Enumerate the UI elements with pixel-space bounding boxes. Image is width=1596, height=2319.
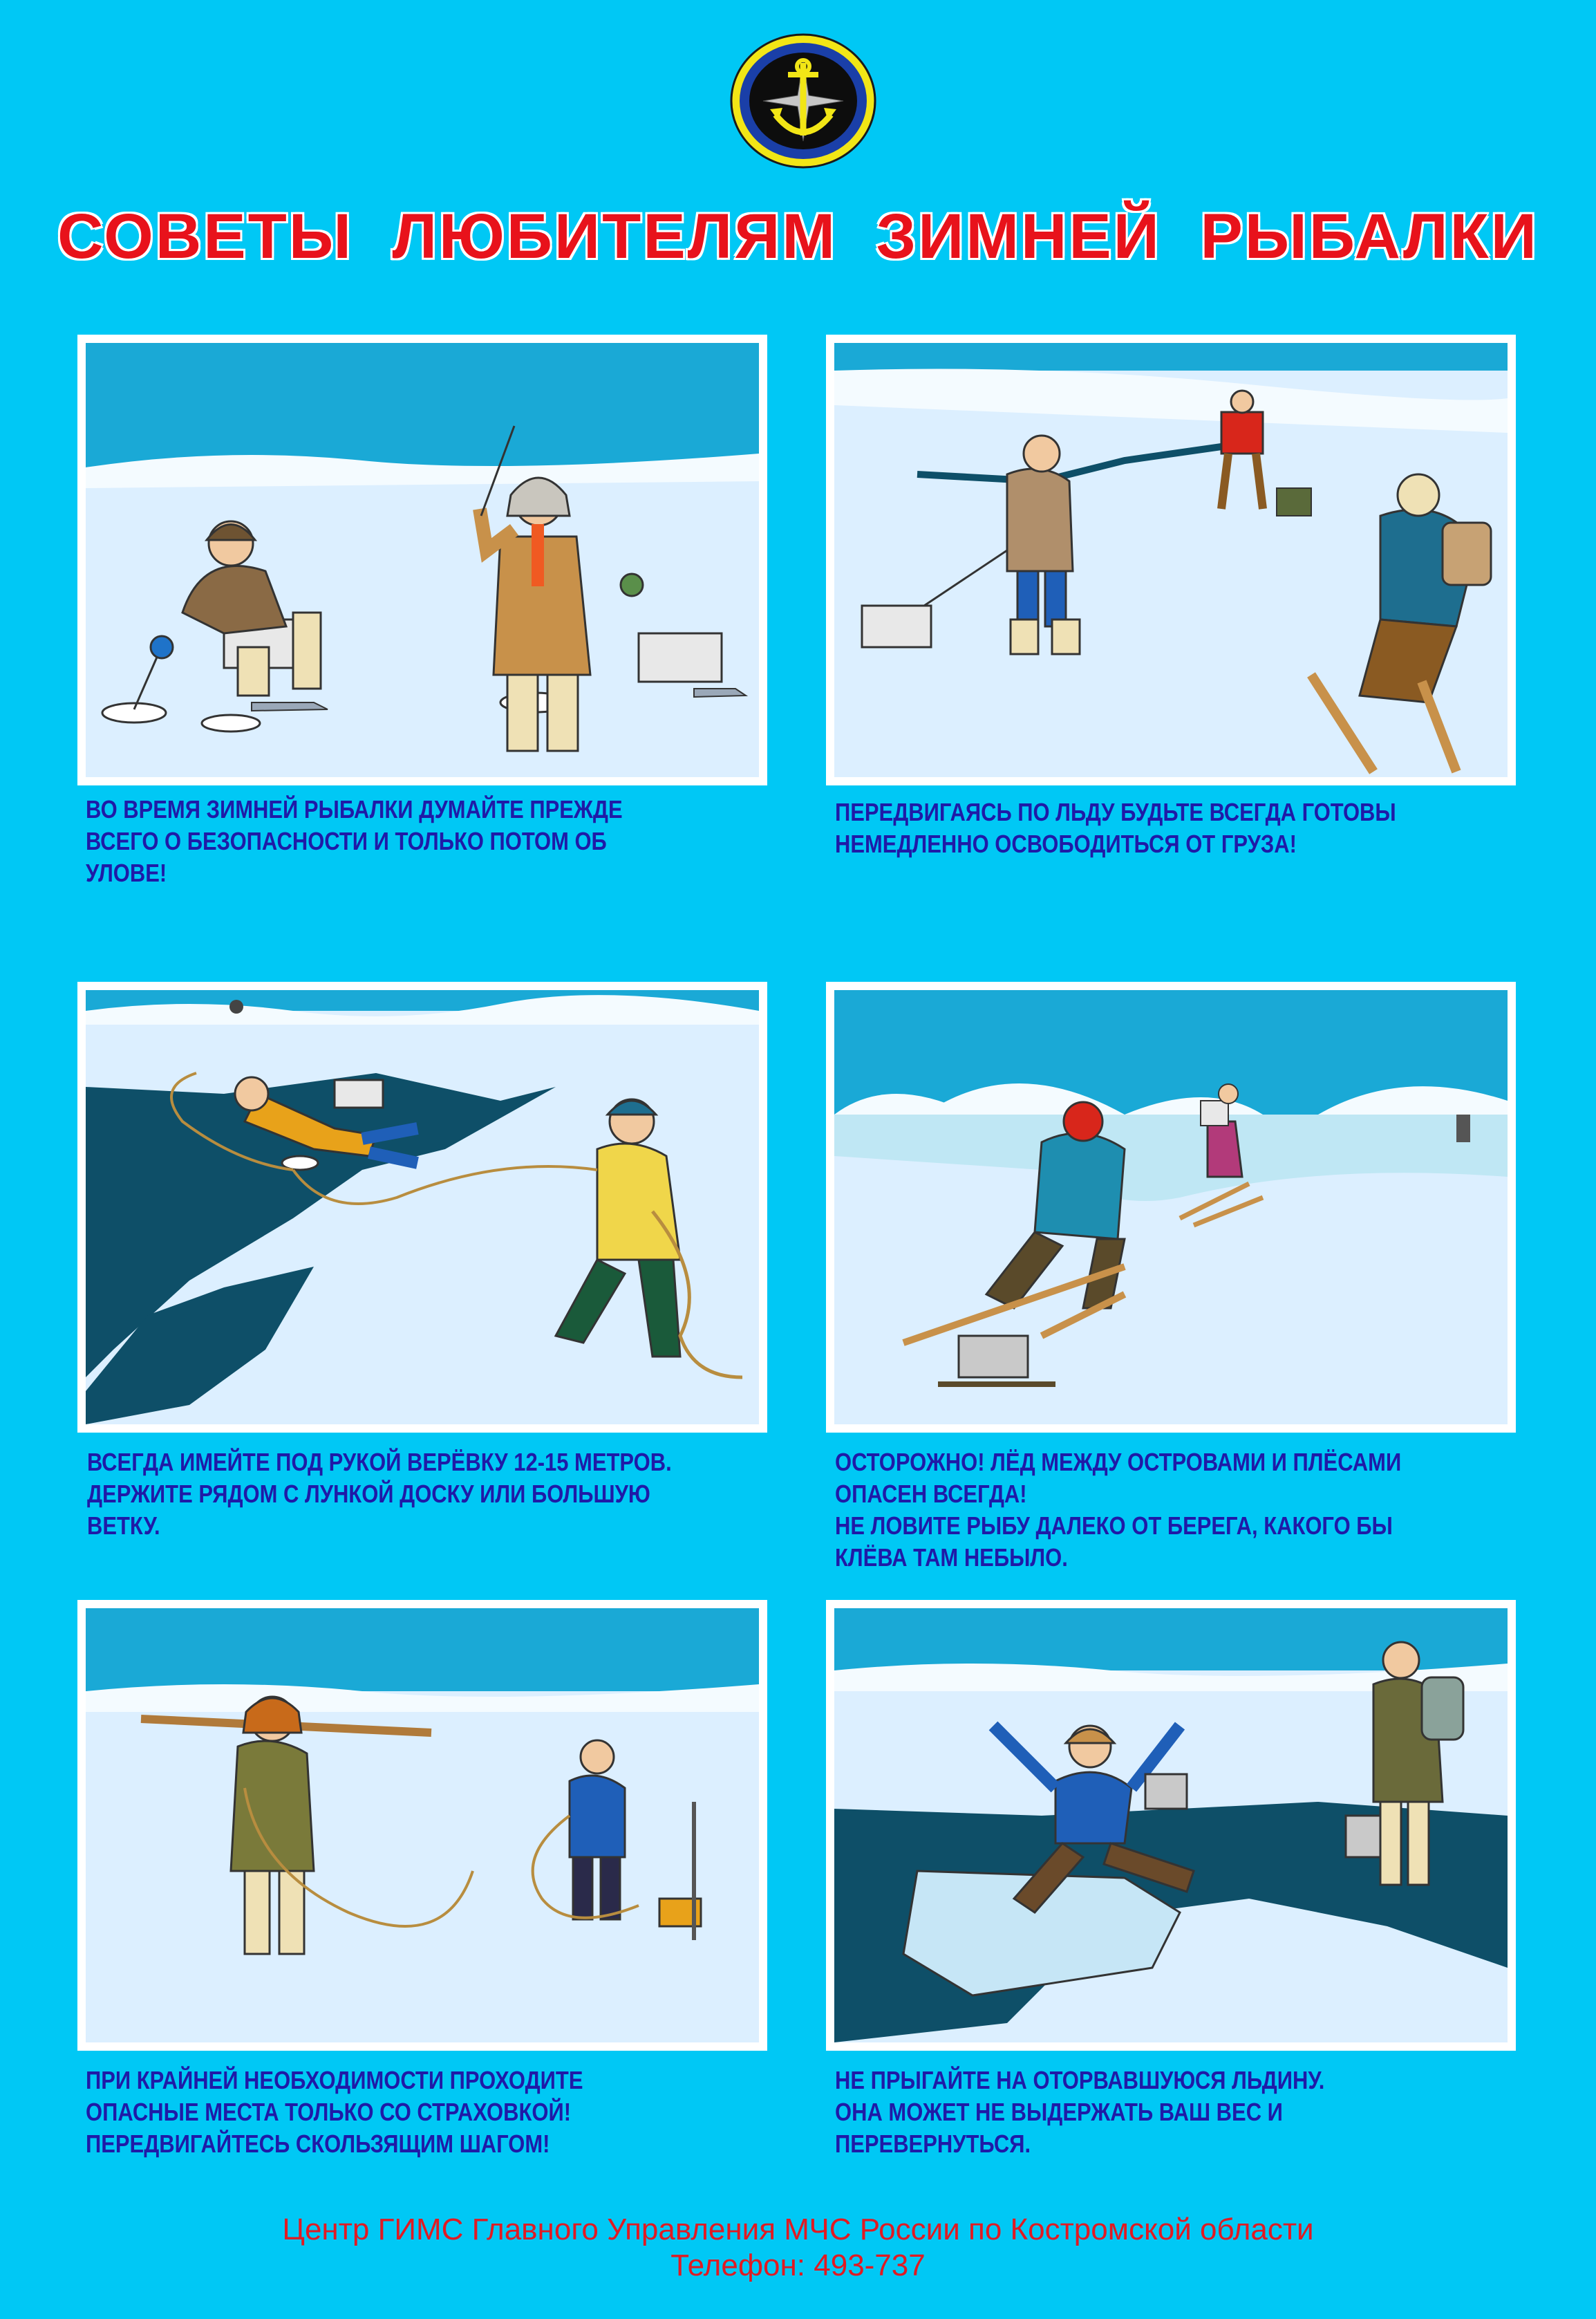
- footer-phone: Телефон: 493-737: [670, 2248, 926, 2282]
- tip-panel-4: [826, 982, 1516, 1433]
- tip-caption-6: НЕ ПРЫГАЙТЕ НА ОТОРВАВШУЮСЯ ЛЬДИНУ. ОНА МОЖЕТ НЕ ВЫДЕРЖАТЬ ВАШ ВЕС И ПЕРЕВЕРНУТЬСЯ.: [835, 2066, 1325, 2158]
- tip-panel-3: [77, 982, 767, 1433]
- tip-panel-1: [77, 335, 767, 785]
- walking-on-ice-with-cargo-illustration: [834, 343, 1508, 777]
- tip-caption-2: ПЕРЕДВИГАЯСЬ ПО ЛЬДУ БУДЬТЕ ВСЕГДА ГОТОВЫ НЕМЕДЛЕННО ОСВОБОДИТЬСЯ ОТ ГРУЗА!: [835, 798, 1396, 858]
- tip-caption-3: ВСЕГДА ИМЕЙТЕ ПОД РУКОЙ ВЕРЁВКУ 12-15 МЕТРОВ. ДЕРЖИТЕ РЯДОМ С ЛУНКОЙ ДОСКУ ИЛИ БОЛЬШУЮ ВЕТКУ.: [87, 1448, 672, 1540]
- tip-panel-5: [77, 1600, 767, 2051]
- safety-rope-crossing-illustration: [86, 1608, 759, 2042]
- skiing-between-islands-illustration: [834, 990, 1508, 1424]
- tip-panel-2: [826, 335, 1516, 785]
- jumping-on-ice-floe-illustration: [834, 1608, 1508, 2042]
- ice-fishing-illustration: [86, 343, 759, 777]
- tip-caption-4: ОСТОРОЖНО! ЛЁД МЕЖДУ ОСТРОВАМИ И ПЛЁСАМИ ОПАСЕН ВСЕГДА! НЕ ЛОВИТЕ РЫБУ ДАЛЕКО ОТ БЕРЕГА, КАКОГО БЫ КЛЁВА ТАМ НЕБЫЛО.: [835, 1448, 1402, 1572]
- footer-organization: Центр ГИМС Главного Управления МЧС России по Костромской области: [282, 2213, 1314, 2246]
- rope-rescue-illustration: [86, 990, 759, 1424]
- poster-title: СОВЕТЫ ЛЮБИТЕЛЯМ ЗИМНЕЙ РЫБАЛКИ: [57, 201, 1539, 272]
- tip-caption-5: ПРИ КРАЙНЕЙ НЕОБХОДИМОСТИ ПРОХОДИТЕ ОПАСНЫЕ МЕСТА ТОЛЬКО СО СТРАХОВКОЙ! ПЕРЕДВИГАЙТЕСЬ СКОЛЬЗЯЩИМ ШАГОМ!: [86, 2066, 583, 2158]
- anchor-compass-emblem-icon: [727, 32, 879, 170]
- tip-caption-1: ВО ВРЕМЯ ЗИМНЕЙ РЫБАЛКИ ДУМАЙТЕ ПРЕЖДЕ ВСЕГО О БЕЗОПАСНОСТИ И ТОЛЬКО ПОТОМ ОБ УЛОВЕ!: [86, 795, 623, 887]
- tip-panel-6: [826, 1600, 1516, 2051]
